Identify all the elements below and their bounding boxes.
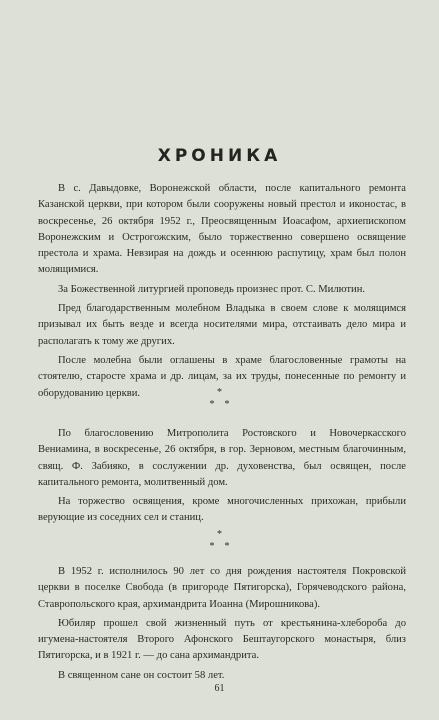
paragraph: В с. Давыдовке, Воронежской области, после капитального ремонта Казанской церкви, при котором были сооружены новый престол и иконостас, в воскресенье, 26 октября 1952 г., Преосвященным Иоасафом, архиепископом Воронежским и Острогожским, было торжественно совершено освящение престола и храма. Невзирая на дождь и осеннюю распутицу, храм был полон молящимися. bbox=[38, 183, 406, 276]
separator-star: * bbox=[224, 399, 230, 410]
section-separator-stars bbox=[0, 400, 439, 410]
paragraph: На торжество освящения, кроме многочисленных прихожан, прибыли верующие из соседних сел и станиц. bbox=[38, 496, 406, 524]
chronicle-section-3 bbox=[38, 564, 406, 687]
paragraph: Пред благодарственным молебном Владыка в своем слове к молящимся призывал их быть везде и всегда носителями мира, отстаивать дело мира и располагать к тому же других. bbox=[38, 303, 406, 347]
chronicle-section-1 bbox=[38, 181, 406, 405]
separator-star: * bbox=[224, 541, 230, 552]
page-title: ХРОНИКА bbox=[157, 146, 282, 166]
paragraph: В священном сане он состоит 58 лет. bbox=[58, 669, 225, 681]
section-separator-star: * bbox=[217, 529, 222, 540]
paragraph: За Божественной литургией проповедь произнес прот. С. Милютин. bbox=[58, 283, 366, 295]
chronicle-section-2 bbox=[38, 426, 406, 530]
section-separator-stars bbox=[0, 542, 439, 552]
paragraph: По благословению Митрополита Ростовского и Новочеркасского Вениамина, в воскресенье, 26 октября, в гор. Зерновом, местным благочинным, свящ. Ф. Забияко, в сослужении др. духовенства, был освящен, после капитального ремонта, молитвенный дом. bbox=[38, 428, 406, 488]
page-number: 61 bbox=[214, 683, 225, 694]
separator-star: * bbox=[209, 541, 215, 552]
section-separator-star: * bbox=[217, 387, 222, 398]
paragraph: Юбиляр прошел свой жизненный путь от крестьянина-хлебороба до игумена-настоятеля Второго Афонского Бештаугорского монастыря, близ Пятигорска, и в 1921 г. — до сана архимандрита. bbox=[38, 617, 406, 662]
separator-star: * bbox=[209, 399, 215, 410]
paragraph: После молебна были оглашены в храме благословенные грамоты на стоятелю, старосте храма и др. лицам, за их труды, понесенные по ремонту и оборудованию церкви. bbox=[38, 354, 406, 399]
paragraph: В 1952 г. исполнилось 90 лет со дня рождения настоятеля Покровской церкви в поселке Свобода (в пригороде Пятигорска), Горячеводского района, Ставропольского края, архимандрита Иоанна (Мирошникова). bbox=[38, 566, 406, 610]
